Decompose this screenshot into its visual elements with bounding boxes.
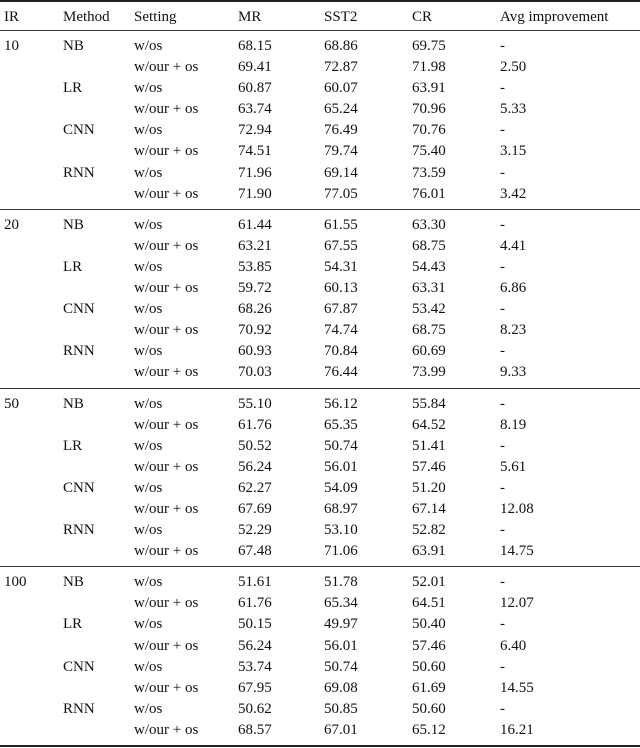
cell-cr: 68.75	[412, 237, 446, 254]
cell-cr: 75.40	[412, 143, 446, 160]
cell-mr: 61.76	[238, 416, 272, 433]
cell-sst2: 69.14	[324, 164, 358, 181]
cell-sst2: 54.31	[324, 258, 358, 275]
cell-mr: 68.15	[238, 38, 272, 54]
cell-avg-improvement: 3.15	[500, 143, 527, 160]
cell-setting: w/os	[134, 395, 163, 412]
cell-setting: w/our + os	[134, 185, 199, 202]
cell-method: LR	[63, 80, 83, 97]
cell-method: LR	[63, 258, 83, 275]
cell-setting: w/os	[134, 479, 163, 496]
cell-avg-improvement: -	[500, 122, 505, 139]
table-row	[0, 499, 640, 520]
cell-cr: 60.69	[412, 343, 446, 360]
cell-cr: 67.14	[412, 500, 446, 517]
cell-mr: 52.29	[238, 522, 272, 539]
cell-sst2: 69.08	[324, 679, 358, 696]
cell-avg-improvement: -	[500, 479, 505, 496]
cell-avg-improvement: -	[500, 216, 505, 233]
cell-mr: 72.94	[238, 122, 272, 139]
table-row	[0, 657, 640, 678]
table-row	[0, 320, 640, 341]
cell-mr: 70.03	[238, 364, 272, 381]
table-row	[0, 593, 640, 614]
table-row	[0, 184, 640, 205]
cell-sst2: 60.07	[324, 80, 358, 97]
table-row	[0, 541, 640, 562]
cell-cr: 69.75	[412, 38, 446, 54]
cell-method: CNN	[63, 301, 95, 318]
cell-mr: 70.92	[238, 322, 272, 339]
cell-avg-improvement: -	[500, 658, 505, 675]
cell-setting: w/our + os	[134, 500, 199, 517]
cell-mr: 71.96	[238, 164, 272, 181]
cell-sst2: 79.74	[324, 143, 358, 160]
header-ir: IR	[4, 9, 19, 25]
cell-setting: w/os	[134, 301, 163, 318]
cell-setting: w/our + os	[134, 458, 199, 475]
cell-sst2: 50.74	[324, 437, 358, 454]
header-method: Method	[63, 9, 110, 25]
cell-sst2: 76.49	[324, 122, 358, 139]
ir-group	[0, 31, 640, 209]
cell-avg-improvement: 8.19	[500, 416, 527, 433]
table-row	[0, 520, 640, 541]
cell-sst2: 65.35	[324, 416, 358, 433]
table-row	[0, 415, 640, 436]
cell-setting: w/os	[134, 164, 163, 181]
cell-cr: 76.01	[412, 185, 446, 202]
cell-setting: w/os	[134, 343, 163, 360]
cell-mr: 51.61	[238, 574, 272, 591]
cell-avg-improvement: 5.33	[500, 101, 527, 118]
cell-mr: 63.74	[238, 101, 272, 118]
header-row	[0, 2, 640, 30]
cell-avg-improvement: 8.23	[500, 322, 527, 339]
cell-sst2: 54.09	[324, 479, 358, 496]
cell-avg-improvement: 14.55	[500, 679, 534, 696]
cell-method: CNN	[63, 479, 95, 496]
table-row	[0, 341, 640, 362]
table-row	[0, 478, 640, 499]
table-row	[0, 678, 640, 699]
table-row	[0, 436, 640, 457]
cell-mr: 61.44	[238, 216, 272, 233]
cell-avg-improvement: -	[500, 616, 505, 633]
cell-cr: 52.01	[412, 574, 446, 591]
cell-cr: 63.30	[412, 216, 446, 233]
ir-group	[0, 567, 640, 745]
cell-sst2: 68.97	[324, 500, 358, 517]
cell-cr: 71.98	[412, 59, 446, 76]
cell-avg-improvement: 3.42	[500, 185, 527, 202]
cell-avg-improvement: -	[500, 301, 505, 318]
cell-avg-improvement: 12.08	[500, 500, 534, 517]
table-row	[0, 120, 640, 141]
cell-mr: 53.85	[238, 258, 272, 275]
cell-method: LR	[63, 616, 83, 633]
header-setting: Setting	[134, 9, 177, 25]
cell-setting: w/os	[134, 122, 163, 139]
cell-cr: 70.76	[412, 122, 446, 139]
cell-method: NB	[63, 38, 84, 54]
cell-avg-improvement: 6.86	[500, 280, 527, 297]
cell-ir: 10	[4, 38, 19, 54]
cell-setting: w/our + os	[134, 543, 199, 560]
cell-mr: 68.26	[238, 301, 272, 318]
cell-mr: 59.72	[238, 280, 272, 297]
cell-mr: 67.48	[238, 543, 272, 560]
cell-sst2: 49.97	[324, 616, 358, 633]
cell-sst2: 70.84	[324, 343, 358, 360]
cell-sst2: 71.06	[324, 543, 358, 560]
cell-sst2: 67.01	[324, 721, 358, 738]
cell-method: NB	[63, 395, 84, 412]
cell-sst2: 67.55	[324, 237, 358, 254]
cell-sst2: 50.74	[324, 658, 358, 675]
table-row	[0, 720, 640, 741]
cell-setting: w/our + os	[134, 322, 199, 339]
cell-mr: 62.27	[238, 479, 272, 496]
cell-ir: 50	[4, 395, 19, 412]
header-avg-improvement: Avg improvement	[500, 9, 609, 25]
cell-setting: w/our + os	[134, 721, 199, 738]
cell-method: RNN	[63, 700, 95, 717]
cell-mr: 68.57	[238, 721, 272, 738]
cell-avg-improvement: -	[500, 258, 505, 275]
table-row	[0, 141, 640, 162]
cell-mr: 63.21	[238, 237, 272, 254]
cell-method: NB	[63, 574, 84, 591]
cell-setting: w/os	[134, 658, 163, 675]
cell-sst2: 56.01	[324, 458, 358, 475]
cell-sst2: 72.87	[324, 59, 358, 76]
cell-method: RNN	[63, 343, 95, 360]
cell-cr: 52.82	[412, 522, 446, 539]
cell-setting: w/os	[134, 574, 163, 591]
cell-method: CNN	[63, 658, 95, 675]
ir-group	[0, 389, 640, 567]
cell-mr: 71.90	[238, 185, 272, 202]
cell-avg-improvement: -	[500, 80, 505, 97]
cell-method: RNN	[63, 522, 95, 539]
cell-setting: w/our + os	[134, 416, 199, 433]
cell-avg-improvement: -	[500, 343, 505, 360]
table-row	[0, 215, 640, 236]
cell-avg-improvement: 2.50	[500, 59, 527, 76]
cell-setting: w/os	[134, 80, 163, 97]
cell-mr: 61.76	[238, 595, 272, 612]
cell-sst2: 65.34	[324, 595, 358, 612]
table-row	[0, 614, 640, 635]
cell-mr: 60.87	[238, 80, 272, 97]
cell-setting: w/os	[134, 216, 163, 233]
cell-setting: w/our + os	[134, 59, 199, 76]
cell-setting: w/os	[134, 437, 163, 454]
cell-avg-improvement: 6.40	[500, 637, 527, 654]
cell-cr: 55.84	[412, 395, 446, 412]
cell-cr: 64.51	[412, 595, 446, 612]
cell-sst2: 53.10	[324, 522, 358, 539]
cell-setting: w/our + os	[134, 143, 199, 160]
cell-mr: 55.10	[238, 395, 272, 412]
cell-mr: 53.74	[238, 658, 272, 675]
cell-avg-improvement: 16.21	[500, 721, 534, 738]
cell-sst2: 60.13	[324, 280, 358, 297]
cell-cr: 70.96	[412, 101, 446, 118]
table-row	[0, 78, 640, 99]
cell-cr: 54.43	[412, 258, 446, 275]
cell-setting: w/os	[134, 616, 163, 633]
cell-setting: w/our + os	[134, 237, 199, 254]
cell-mr: 50.15	[238, 616, 272, 633]
cell-sst2: 51.78	[324, 574, 358, 591]
table-row	[0, 362, 640, 383]
bottom-rule	[0, 745, 640, 747]
cell-avg-improvement: 9.33	[500, 364, 527, 381]
header-cr: CR	[412, 9, 433, 25]
cell-cr: 57.46	[412, 637, 446, 654]
cell-cr: 73.59	[412, 164, 446, 181]
cell-cr: 65.12	[412, 721, 446, 738]
cell-cr: 63.31	[412, 280, 446, 297]
cell-mr: 56.24	[238, 458, 272, 475]
table-row	[0, 394, 640, 415]
cell-method: RNN	[63, 164, 95, 181]
cell-avg-improvement: -	[500, 700, 505, 717]
table-row	[0, 699, 640, 720]
cell-sst2: 50.85	[324, 700, 358, 717]
cell-avg-improvement: 14.75	[500, 543, 534, 560]
cell-avg-improvement: -	[500, 574, 505, 591]
table-row	[0, 457, 640, 478]
cell-cr: 73.99	[412, 364, 446, 381]
cell-cr: 53.42	[412, 301, 446, 318]
cell-sst2: 61.55	[324, 216, 358, 233]
cell-avg-improvement: 4.41	[500, 237, 527, 254]
table-row	[0, 163, 640, 184]
cell-avg-improvement: -	[500, 38, 505, 54]
cell-sst2: 65.24	[324, 101, 358, 118]
cell-cr: 51.20	[412, 479, 446, 496]
cell-cr: 68.75	[412, 322, 446, 339]
cell-avg-improvement: 5.61	[500, 458, 527, 475]
cell-setting: w/os	[134, 700, 163, 717]
cell-cr: 50.40	[412, 616, 446, 633]
cell-sst2: 67.87	[324, 301, 358, 318]
cell-method: NB	[63, 216, 84, 233]
cell-avg-improvement: -	[500, 164, 505, 181]
cell-cr: 63.91	[412, 543, 446, 560]
cell-mr: 69.41	[238, 59, 272, 76]
cell-cr: 50.60	[412, 700, 446, 717]
cell-avg-improvement: 12.07	[500, 595, 534, 612]
cell-cr: 50.60	[412, 658, 446, 675]
cell-mr: 67.69	[238, 500, 272, 517]
cell-method: CNN	[63, 122, 95, 139]
cell-mr: 50.62	[238, 700, 272, 717]
table-row	[0, 236, 640, 257]
cell-setting: w/os	[134, 522, 163, 539]
cell-sst2: 56.01	[324, 637, 358, 654]
header-sst2: SST2	[324, 9, 358, 25]
cell-mr: 56.24	[238, 637, 272, 654]
cell-setting: w/os	[134, 258, 163, 275]
cell-mr: 67.95	[238, 679, 272, 696]
header-mr: MR	[238, 9, 262, 25]
table-row	[0, 572, 640, 593]
cell-cr: 51.41	[412, 437, 446, 454]
cell-mr: 60.93	[238, 343, 272, 360]
cell-setting: w/our + os	[134, 595, 199, 612]
table-row	[0, 299, 640, 320]
cell-cr: 57.46	[412, 458, 446, 475]
cell-setting: w/our + os	[134, 364, 199, 381]
cell-cr: 63.91	[412, 80, 446, 97]
cell-mr: 74.51	[238, 143, 272, 160]
cell-cr: 64.52	[412, 416, 446, 433]
table-row	[0, 57, 640, 78]
cell-setting: w/our + os	[134, 679, 199, 696]
table-row	[0, 636, 640, 657]
table-row	[0, 36, 640, 57]
ir-group	[0, 210, 640, 388]
cell-avg-improvement: -	[500, 437, 505, 454]
cell-sst2: 68.86	[324, 38, 358, 54]
table-row	[0, 278, 640, 299]
cell-setting: w/our + os	[134, 280, 199, 297]
cell-sst2: 76.44	[324, 364, 358, 381]
cell-cr: 61.69	[412, 679, 446, 696]
cell-sst2: 56.12	[324, 395, 358, 412]
cell-ir: 100	[4, 574, 27, 591]
table-row	[0, 99, 640, 120]
cell-setting: w/os	[134, 38, 163, 54]
cell-mr: 50.52	[238, 437, 272, 454]
cell-setting: w/our + os	[134, 637, 199, 654]
cell-sst2: 77.05	[324, 185, 358, 202]
cell-avg-improvement: -	[500, 395, 505, 412]
cell-ir: 20	[4, 216, 19, 233]
cell-avg-improvement: -	[500, 522, 505, 539]
table-row	[0, 257, 640, 278]
cell-sst2: 74.74	[324, 322, 358, 339]
cell-setting: w/our + os	[134, 101, 199, 118]
table-body	[0, 31, 640, 747]
cell-method: LR	[63, 437, 83, 454]
